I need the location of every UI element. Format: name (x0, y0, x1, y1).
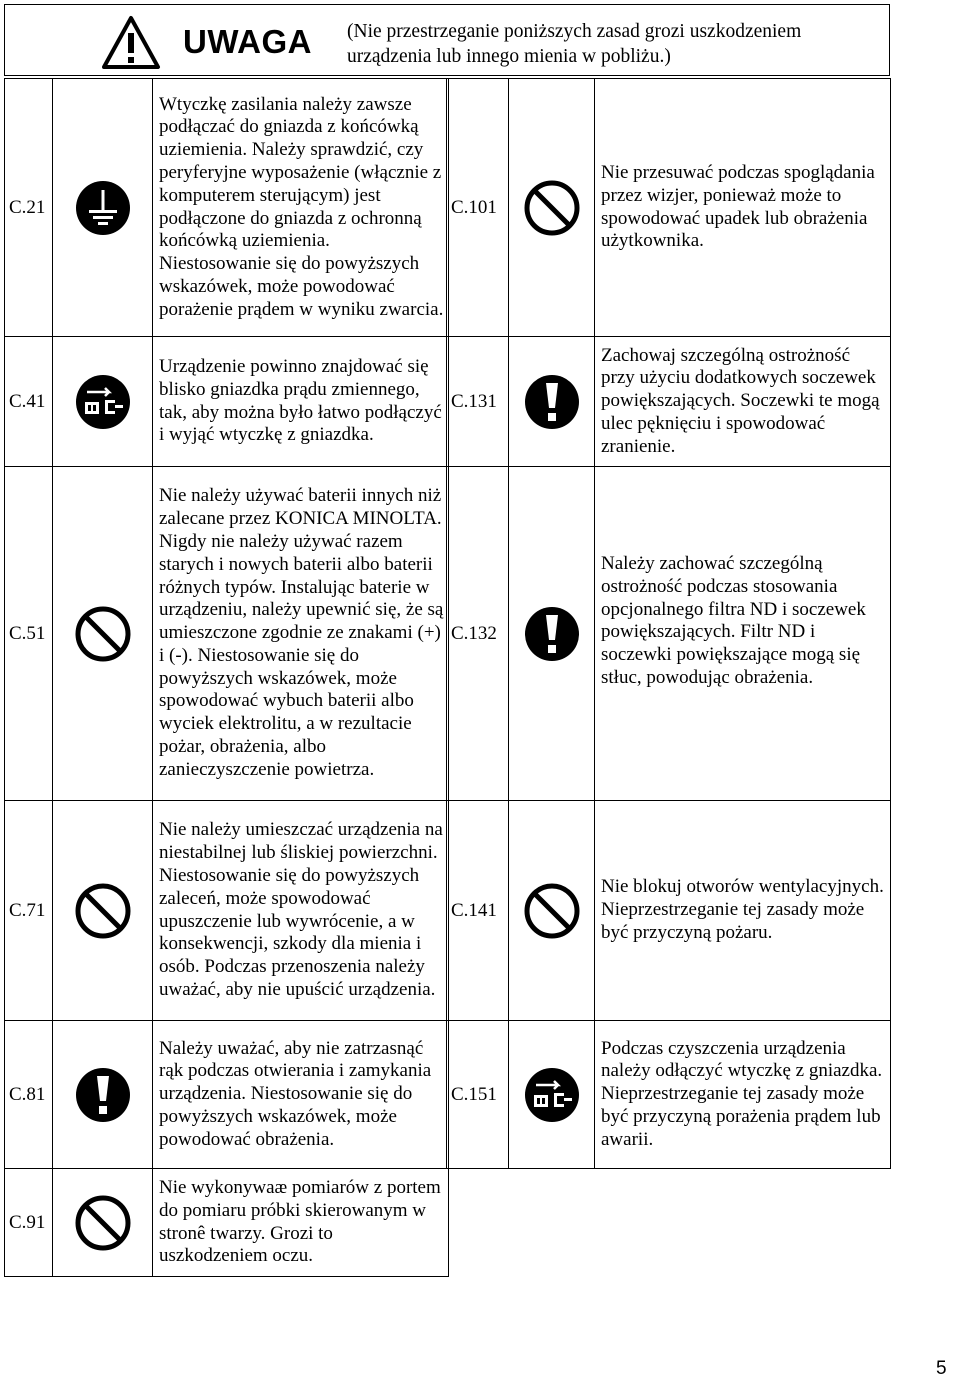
caution-row (5, 79, 449, 337)
row-code: C.141 (447, 801, 509, 1021)
prohibition-icon (73, 604, 133, 664)
row-text: Nie przesuwać podczas spoglądania przez wizjer, ponieważ może to spowodować upadek lub obrażenia użytkownika. (595, 79, 891, 337)
caution-row (5, 337, 449, 467)
prohibition-icon (522, 178, 582, 238)
prohibition-icon (522, 881, 582, 941)
row-text: Zachowaj szczególną ostrożność przy użyciu dodatkowych soczewek powiększających. Soczewki te mogą ulec pęknięciu i spowodować zranienie. (595, 337, 891, 467)
caution-row (5, 1169, 449, 1277)
row-code: C.132 (447, 467, 509, 801)
row-code: C.71 (5, 801, 53, 1021)
row-code: C.51 (5, 467, 53, 801)
row-code: C.41 (5, 337, 53, 467)
exclamation-icon (73, 1065, 133, 1125)
caution-title: UWAGA (183, 23, 312, 60)
caution-row (447, 337, 891, 467)
row-text: Należy zachować szczególną ostrożność podczas stosowania opcjonalnego filtra ND i soczewek powiększających. Filtr ND i soczewki powiększające mogą się stłuc, powodując obrażenia. (595, 467, 891, 801)
row-text: Nie należy używać baterii innych niż zalecane przez KONICA MINOLTA. Nigdy nie należy używać razem starych i nowych baterii albo baterii różnych typów. Instalując baterie w urządzeniu, należy upewnić się, że są umieszczone zgodnie ze znakami (+) i (-). Niestosowanie się do powyższych wskazówek, może spowodować wybuch baterii albo wyciek elektrolitu, a w rezultacie pożar, obrażenia, albo zanieczyszczenie powietrza. (153, 467, 449, 801)
left-caution-table (4, 78, 449, 1277)
exclamation-icon (522, 372, 582, 432)
row-code: C.101 (447, 79, 509, 337)
right-caution-table (446, 78, 891, 1169)
row-text: Podczas czyszczenia urządzenia należy odłączyć wtyczkę z gniazdka. Nieprzestrzeganie tej zasady może być przyczyną porażenia prądem lub awarii. (595, 1021, 891, 1169)
unplug-icon (73, 372, 133, 432)
row-code: C.91 (5, 1169, 53, 1277)
caution-row (447, 1021, 891, 1169)
caution-header (4, 4, 890, 76)
row-text: Urządzenie powinno znajdować się blisko gniazdka prądu zmiennego, tak, aby można było łatwo podłączyć i wyjąć wtyczkę z gniazdka. (153, 337, 449, 467)
caution-row (5, 467, 449, 801)
row-text: Wtyczkę zasilania należy zawsze podłączać do gniazda z końcówką uziemienia. Należy sprawdzić, czy peryferyjne wyposażenie (włącznie z komputerem sterującym) jest podłączone do gniazda z ochronną końcówką uziemienia. Niestosowanie się do powyższych wskazówek, może powodować porażenie prądem w wyniku zwarcia. (153, 79, 449, 337)
warning-triangle-icon (101, 15, 161, 71)
row-code: C.131 (447, 337, 509, 467)
caution-row (447, 801, 891, 1021)
prohibition-icon (73, 1193, 133, 1253)
row-code: C.81 (5, 1021, 53, 1169)
exclamation-icon (522, 604, 582, 664)
caution-row (5, 801, 449, 1021)
caution-row (447, 79, 891, 337)
row-code: C.21 (5, 79, 53, 337)
row-text: Nie blokuj otworów wentylacyjnych. Nieprzestrzeganie tej zasady może być przyczyną pożaru. (595, 801, 891, 1021)
caution-row (5, 1021, 449, 1169)
row-text: Należy uważać, aby nie zatrzasnąć rąk podczas otwierania i zamykania urządzenia. Niestosowanie się do powyższych wskazówek, może powodować obrażenia. (153, 1021, 449, 1169)
row-text: Nie wykonywaæ pomiarów z portem do pomiaru próbki skierowanym w stronê twarzy. Grozi to uszkodzeniem oczu. (153, 1169, 449, 1277)
row-code: C.151 (447, 1021, 509, 1169)
unplug-icon (522, 1065, 582, 1125)
caution-note: (Nie przestrzeganie poniższych zasad grozi uszkodzeniem urządzenia lub innego mienia w pobliżu.) (347, 21, 802, 67)
caution-row (447, 467, 891, 801)
page-number: 5 (936, 1358, 947, 1379)
row-text: Nie należy umieszczać urządzenia na niestabilnej lub śliskiej powierzchni. Niestosowanie się do powyższych zaleceń, może spowodować upuszczenie lub wywrócenie, a w konsekwencji, szkody dla mienia i osób. Podczas przenoszenia należy uważać, aby nie upuścić urządzenia. (153, 801, 449, 1021)
prohibition-icon (73, 881, 133, 941)
ground-icon (73, 178, 133, 238)
